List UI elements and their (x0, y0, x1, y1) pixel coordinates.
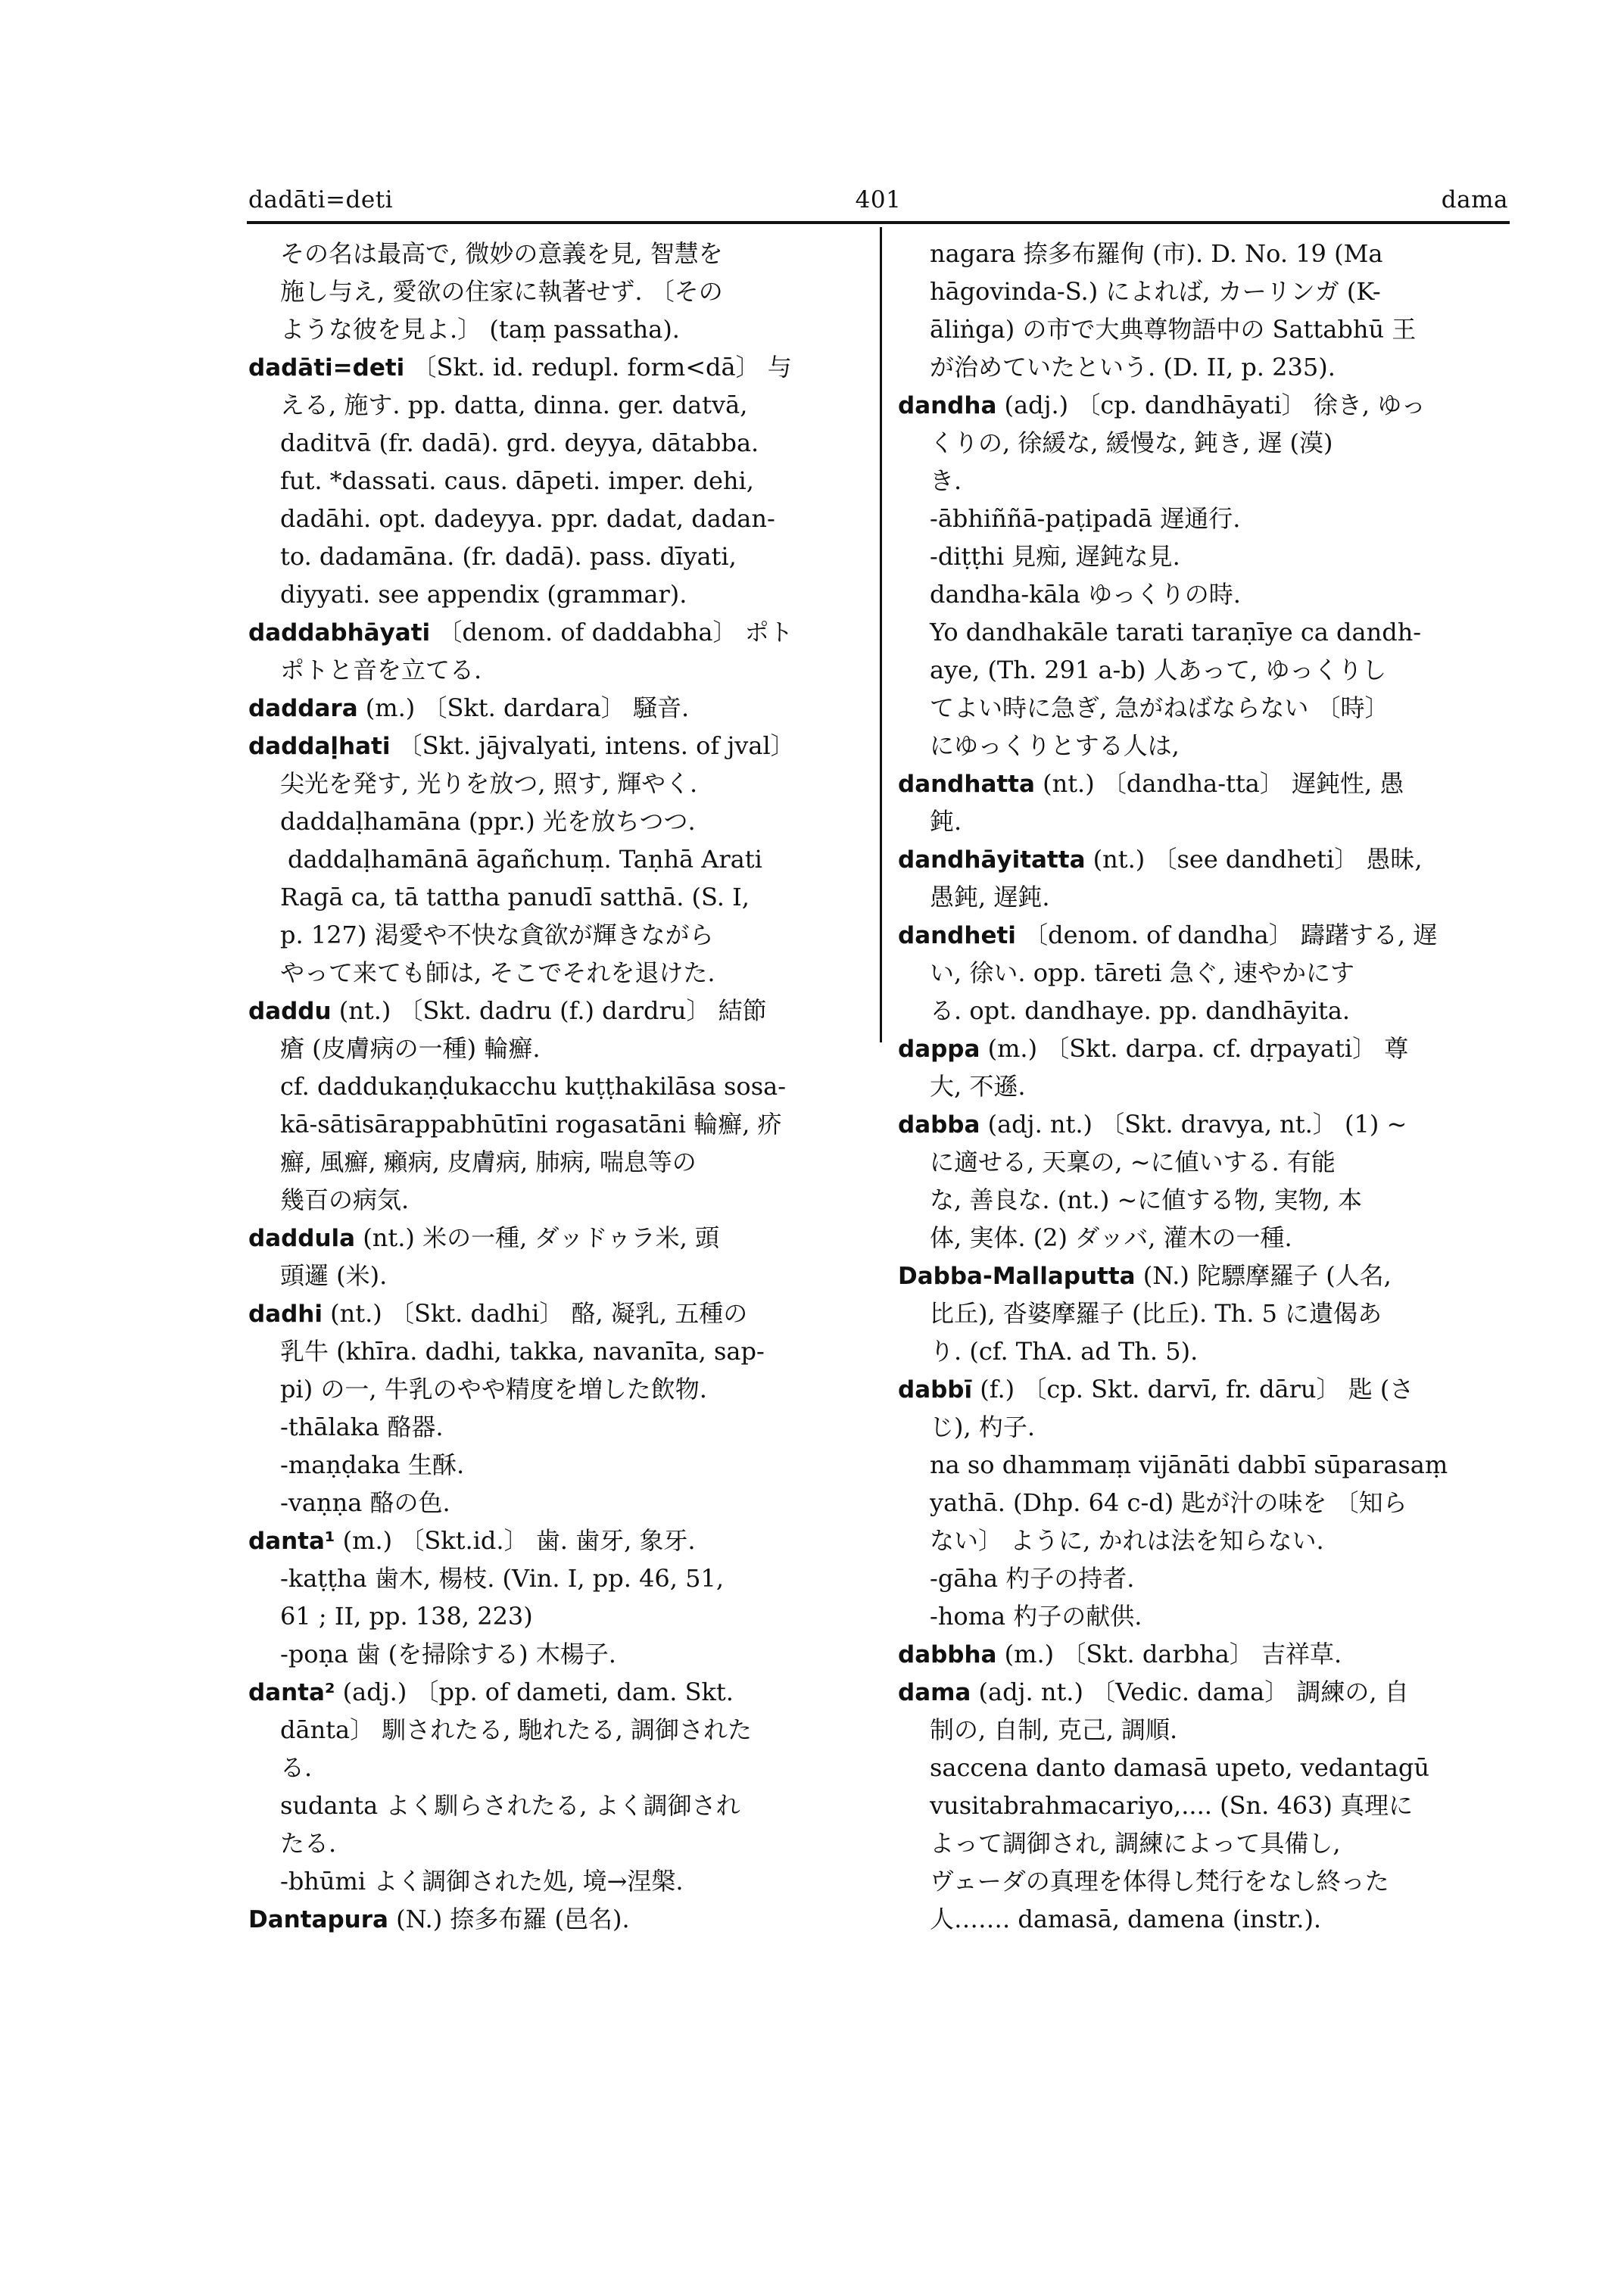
entry-text: (f.) 〔cp. Skt. darvī, fr. dāru〕 匙 (さ (972, 1375, 1414, 1404)
entry-line (248, 954, 865, 992)
entry-text: る. (280, 1753, 313, 1782)
page-header (248, 186, 1508, 224)
entry-line (248, 1900, 865, 1938)
entry-text: たる. (280, 1829, 337, 1858)
entry-text: る. opt. dandhaye. pp. dandhāyita. (930, 996, 1351, 1025)
entry-line (898, 537, 1511, 575)
entry-text: (nt.) 〔Skt. dadru (f.) dardru〕 結節 (331, 996, 767, 1025)
entry-text: (N.) 陀驃摩羅子 (人名, (1135, 1261, 1392, 1290)
entry-text: い, 徐い. opp. tāreti 急ぐ, 速やかにす (930, 958, 1355, 987)
entry-line (248, 1181, 865, 1219)
entry-line (248, 1143, 865, 1181)
entry-line (898, 1143, 1511, 1181)
entry-text: -vaṇṇa 酪の色. (280, 1488, 450, 1517)
entry-text: Yo dandhakāle tarati taraṇīye ca dandh- (930, 618, 1422, 646)
entry-text: nagara 捺多布羅侚 (市). D. No. 19 (Ma (930, 239, 1383, 268)
entry-text: 61 ; II, pp. 138, 223) (280, 1602, 533, 1631)
entry-text: 〔Skt. jājvalyati, intens. of jval〕 (390, 731, 795, 760)
entry-line (248, 1597, 865, 1635)
entry-line (248, 1711, 865, 1749)
entry-line (248, 992, 865, 1030)
entry-text: が治めていたという. (D. II, p. 235). (930, 353, 1336, 382)
entry-line (248, 1673, 865, 1711)
entry-line (248, 575, 865, 613)
entry-line (898, 1635, 1511, 1673)
entry-line (248, 878, 865, 916)
entry-text: Ragā ca, tā tattha panudī satthā. (S. I, (280, 883, 750, 911)
entry-line (248, 1332, 865, 1370)
headword: dappa (898, 1036, 980, 1063)
entry-text: dānta〕 馴されたる, 馳れたる, 調御された (280, 1715, 752, 1744)
entry-line (898, 1446, 1511, 1484)
entry-text: 人……. damasā, damena (instr.). (930, 1905, 1322, 1933)
headword: daddula (248, 1225, 356, 1252)
left-column (248, 235, 865, 1938)
entry-text: daditvā (fr. dadā). grd. deyya, dātabba. (280, 428, 759, 457)
entry-text: 施し与え, 愛欲の住家に執著せず. 〔その (280, 277, 723, 306)
entry-line (898, 954, 1511, 992)
entry-line (248, 1635, 865, 1673)
entry-line (248, 1749, 865, 1787)
entry-line (898, 1030, 1511, 1067)
entry-line (898, 765, 1511, 802)
entry-line (898, 1711, 1511, 1749)
entry-line (248, 462, 865, 500)
entry-line (898, 1787, 1511, 1824)
entry-line (898, 878, 1511, 916)
entry-text: -thālaka 酪器. (280, 1413, 444, 1441)
entry-line (248, 1219, 865, 1257)
entry-line (248, 765, 865, 802)
entry-line (248, 1484, 865, 1522)
entry-line (248, 424, 865, 462)
entry-text: -homa 杓子の献供. (930, 1602, 1142, 1631)
entry-text: り. (cf. ThA. ad Th. 5). (930, 1337, 1199, 1366)
entry-line (898, 575, 1511, 613)
entry-text: 乳牛 (khīra. dadhi, takka, navanīta, sap- (280, 1337, 765, 1366)
entry-line (898, 1105, 1511, 1143)
entry-text: hāgovinda-S.) によれば, カーリンガ (K- (930, 277, 1381, 306)
entry-text: える, 施す. pp. datta, dinna. ger. datvā, (280, 391, 748, 419)
headword: dandhatta (898, 771, 1035, 798)
entry-text: ような彼を見よ.〕 (taṃ passatha). (280, 315, 680, 344)
entry-line (248, 802, 865, 840)
headword: dadāti=deti (248, 354, 405, 382)
entry-line (898, 1257, 1511, 1294)
entry-text: 〔denom. of dandha〕 躊躇する, 遅 (1015, 921, 1438, 949)
column-divider (880, 227, 882, 1042)
entry-text: (nt.) 米の一種, ダッドゥラ米, 頭 (355, 1223, 719, 1252)
entry-text: -poṇa 歯 (を掃除する) 木楊子. (280, 1640, 616, 1668)
entry-line (898, 1181, 1511, 1219)
entry-text: p. 127) 渇愛や不快な貪欲が輝きながら (280, 921, 714, 949)
entry-line (898, 1824, 1511, 1862)
headword: dandha (898, 392, 997, 419)
entry-line (248, 500, 865, 537)
entry-line (898, 1559, 1511, 1597)
entry-text: yathā. (Dhp. 64 c-d) 匙が汁の味を 〔知ら (930, 1488, 1407, 1517)
entry-text: (adj. nt.) 〔Vedic. dama〕 調練の, 自 (971, 1678, 1409, 1706)
entry-line (898, 1597, 1511, 1635)
entry-line (898, 840, 1511, 878)
entry-text: やって来ても師は, そこでそれを退けた. (280, 958, 715, 987)
entry-line (248, 1105, 865, 1143)
entry-text: -maṇḍaka 生酥. (280, 1450, 465, 1479)
headword: daddu (248, 998, 332, 1025)
entry-line (248, 348, 865, 386)
headword: daddabhāyati (248, 619, 431, 646)
entry-line (248, 235, 865, 273)
entry-text: 制の, 自制, 克己, 調順. (930, 1715, 1178, 1744)
header-left-guide-word: dadāti=deti (248, 186, 394, 213)
entry-text: 大, 不遜. (930, 1072, 1026, 1101)
entry-line (898, 916, 1511, 954)
entry-text: 鈍. (930, 807, 962, 836)
entry-line (248, 613, 865, 651)
entry-text: (nt.) 〔dandha-tta〕 遅鈍性, 愚 (1034, 769, 1404, 798)
entry-text: saccena danto damasā upeto, vedantagū (930, 1753, 1429, 1782)
entry-line (898, 235, 1511, 273)
entry-text: 幾百の病気. (280, 1185, 410, 1214)
entry-line (898, 386, 1511, 424)
entry-line (898, 348, 1511, 386)
entry-line (248, 1862, 865, 1900)
entry-line (898, 273, 1511, 310)
entry-text: sudanta よく馴らされたる, よく調御され (280, 1791, 740, 1820)
entry-text: 体, 実体. (2) ダッバ, 灌木の一種. (930, 1223, 1292, 1252)
entry-text: fut. *dassati. caus. dāpeti. imper. dehi, (280, 466, 754, 495)
entry-line (248, 916, 865, 954)
entry-line (898, 1219, 1511, 1257)
entry-text: dadāhi. opt. dadeyya. ppr. dadat, dadan- (280, 504, 775, 533)
entry-line (898, 1067, 1511, 1105)
entry-line (898, 689, 1511, 727)
entry-text: (adj.) 〔cp. dandhāyati〕 徐き, ゆっ (996, 391, 1426, 419)
entry-text: てよい時に急ぎ, 急がねばならない 〔時〕 (930, 693, 1389, 722)
entry-text: (nt.) 〔Skt. dadhi〕 酪, 凝乳, 五種の (323, 1299, 748, 1328)
right-column (898, 235, 1511, 1938)
entry-text: dandha-kāla ゆっくりの時. (930, 580, 1241, 609)
headword: daddaḷhati (248, 733, 391, 760)
entry-line (898, 1673, 1511, 1711)
entry-line (898, 1294, 1511, 1332)
entry-text: 比丘), 沓婆摩羅子 (比丘). Th. 5 に遺偈あ (930, 1299, 1382, 1328)
entry-line (248, 1294, 865, 1332)
entry-text: (adj. nt.) 〔Skt. dravya, nt.〕 (1) ~ (980, 1110, 1407, 1139)
header-rule (247, 221, 1510, 224)
headword: Dantapura (248, 1906, 388, 1933)
entry-line (248, 310, 865, 348)
headword: dabbī (898, 1376, 973, 1404)
entry-text: kā-sātisārappabhūtīni rogasatāni 輪癬, 疥 (280, 1110, 782, 1139)
entry-text: -gāha 杓子の持者. (930, 1564, 1135, 1593)
entry-text: ポトと音を立てる. (280, 656, 482, 684)
entry-line (248, 651, 865, 689)
headword: danta¹ (248, 1528, 335, 1555)
headword: Dabba-Mallaputta (898, 1263, 1136, 1290)
entry-text: (N.) 捺多布羅 (邑名). (388, 1905, 630, 1933)
entry-line (248, 689, 865, 727)
entry-text: -bhūmi よく調御された処, 境→涅槃. (280, 1867, 684, 1896)
entry-text: に適せる, 天稟の, ~に値いする. 有能 (930, 1148, 1336, 1176)
entry-text: daddaḷhamānā āgañchuṃ. Taṇhā Arati (288, 845, 762, 874)
entry-text: (m.) 〔Skt. dardara〕 騒音. (357, 693, 690, 722)
headword: dama (898, 1679, 971, 1706)
entry-line (248, 537, 865, 575)
entry-text: にゆっくりとする人は, (930, 731, 1180, 760)
headword: danta² (248, 1679, 335, 1706)
entry-text: -kaṭṭha 歯木, 楊枝. (Vin. I, pp. 46, 51, (280, 1564, 725, 1593)
entry-text: ヴェーダの真理を体得し梵行をなし終った (930, 1867, 1389, 1896)
headword: dandhāyitatta (898, 846, 1086, 874)
entry-line (248, 1408, 865, 1446)
entry-line (898, 1332, 1511, 1370)
entry-line (898, 500, 1511, 537)
entry-line (248, 1522, 865, 1559)
entry-line (248, 386, 865, 424)
entry-text: 〔Skt. id. redupl. form<dā〕 与 (404, 353, 792, 382)
headword: dadhi (248, 1301, 323, 1328)
entry-line (898, 802, 1511, 840)
entry-text: to. dadamāna. (fr. dadā). pass. dīyati, (280, 542, 737, 571)
entry-line (248, 1446, 865, 1484)
header-right-guide-word: dama (1441, 186, 1508, 213)
entry-line (248, 1559, 865, 1597)
entry-text: な, 善良な. (nt.) ~に値する物, 実物, 本 (930, 1185, 1362, 1214)
entry-line (898, 1522, 1511, 1559)
entry-text: 頭邏 (米). (280, 1261, 388, 1290)
entry-text: daddaḷhamāna (ppr.) 光を放ちつつ. (280, 807, 696, 836)
entry-text: 愚鈍, 遅鈍. (930, 883, 1050, 911)
entry-line (898, 1749, 1511, 1787)
headword: dabbha (898, 1641, 997, 1668)
entry-text: cf. daddukaṇḍukacchu kuṭṭhakilāsa sosa- (280, 1072, 786, 1101)
entry-text: 瘡 (皮膚病の一種) 輪癬. (280, 1034, 541, 1063)
headword: daddara (248, 695, 358, 722)
entry-line (248, 727, 865, 765)
entry-line (898, 310, 1511, 348)
entry-text: (nt.) 〔see dandheti〕 愚昧, (1085, 845, 1423, 874)
entry-line (898, 727, 1511, 765)
entry-text: 尖光を発す, 光りを放つ, 照す, 輝やく. (280, 769, 698, 798)
entry-text: じ), 杓子. (930, 1413, 1036, 1441)
entry-text: き. (930, 466, 962, 495)
entry-text: aye, (Th. 291 a-b) 人あって, ゆっくりし (930, 656, 1387, 684)
entry-text: (m.) 〔Skt.id.〕 歯. 歯牙, 象牙. (335, 1526, 696, 1555)
entry-line (898, 1900, 1511, 1938)
entry-text: (m.) 〔Skt. darpa. cf. dṛpayati〕 尊 (980, 1034, 1409, 1063)
entry-line (898, 1408, 1511, 1446)
entry-text: よって調御され, 調練によって具備し, (930, 1829, 1341, 1858)
entry-line (898, 1484, 1511, 1522)
entry-text: pi) の一, 牛乳のやや精度を増した飲物. (280, 1375, 707, 1404)
entry-text: 〔denom. of daddabha〕 ポト (430, 618, 793, 646)
entry-line (898, 424, 1511, 462)
entry-text: āliṅga) の市で大典尊物語中の Sattabhū 王 (930, 315, 1417, 344)
entry-line (898, 613, 1511, 651)
entry-line (248, 1030, 865, 1067)
entry-text: na so dhammaṃ vijānāti dabbī sūparasaṃ (930, 1450, 1448, 1479)
page-number: 401 (855, 186, 902, 213)
entry-line (898, 651, 1511, 689)
entry-text: その名は最高で, 微妙の意義を見, 智慧を (280, 239, 723, 268)
entry-line (248, 840, 865, 878)
entry-text: 癬, 風癬, 癩病, 皮膚病, 肺病, 喘息等の (280, 1148, 697, 1176)
headword: dandheti (898, 922, 1016, 949)
headword: dabba (898, 1111, 980, 1139)
entry-text: ない〕 ように, かれは法を知らない. (930, 1526, 1324, 1555)
entry-line (248, 1067, 865, 1105)
entry-line (248, 1370, 865, 1408)
entry-line (898, 462, 1511, 500)
entry-text: くりの, 徐緩な, 緩慢な, 鈍き, 遅 (漠) (930, 428, 1333, 457)
entry-text: -ābhiññā-paṭipadā 遅通行. (930, 504, 1241, 533)
entry-line (248, 1824, 865, 1862)
entry-line (898, 992, 1511, 1030)
entry-line (248, 1257, 865, 1294)
entry-text: -diṭṭhi 見痴, 遅鈍な見. (930, 542, 1180, 571)
entry-line (898, 1862, 1511, 1900)
entry-line (248, 273, 865, 310)
entry-text: vusitabrahmacariyo,.... (Sn. 463) 真理に (930, 1791, 1414, 1820)
entry-text: (adj.) 〔pp. of dameti, dam. Skt. (335, 1678, 734, 1706)
entry-line (898, 1370, 1511, 1408)
entry-text: (m.) 〔Skt. darbha〕 吉祥草. (996, 1640, 1342, 1668)
entry-text: diyyati. see appendix (grammar). (280, 580, 687, 609)
entry-line (248, 1787, 865, 1824)
